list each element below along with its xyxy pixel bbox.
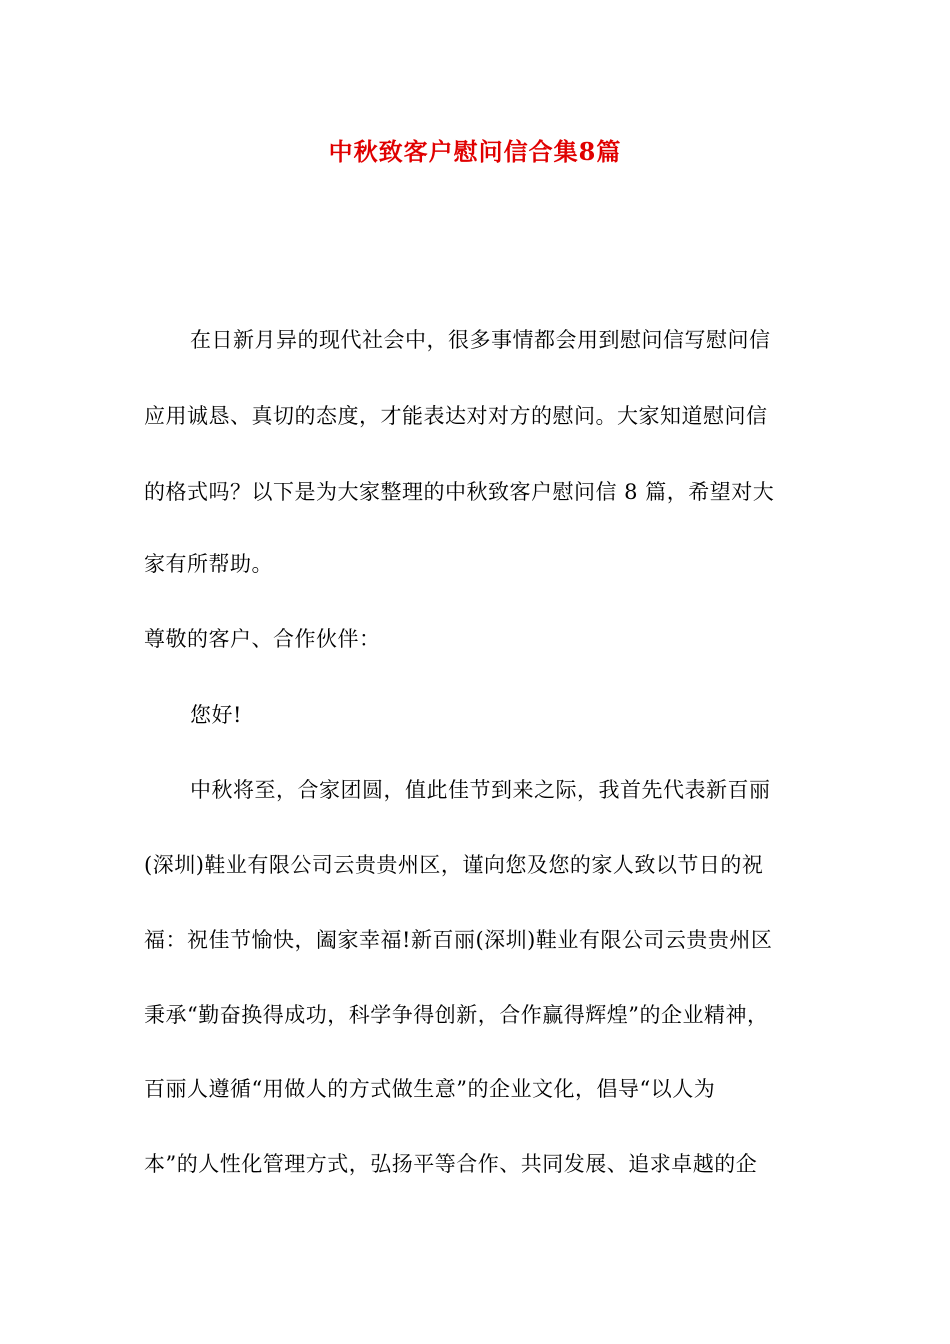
body-line-1: 中秋将至，合家团圆，值此佳节到来之际，我首先代表新百丽 [190,778,771,802]
document-title: 中秋致客户慰问信合集8篇 [328,137,622,166]
body-line-6: 本”的人性化管理方式，弘扬平等合作、共同发展、追求卓越的企 [144,1152,758,1176]
body-line-3: 福：祝佳节愉快，阖家幸福!新百丽(深圳)鞋业有限公司云贵贵州区 [144,928,773,952]
intro-line-3: 的格式吗？以下是为大家整理的中秋致客户慰问信 8 篇，希望对大 [144,480,775,504]
greeting: 您好! [190,703,242,727]
body-line-5: 百丽人遵循“用做人的方式做生意”的企业文化，倡导“以人为 [144,1077,716,1101]
intro-line-1: 在日新月异的现代社会中，很多事情都会用到慰问信写慰问信 [190,328,771,352]
intro-line-4: 家有所帮助。 [144,552,273,576]
salutation: 尊敬的客户、合作伙伴： [144,627,381,651]
body-line-2: (深圳)鞋业有限公司云贵贵州区，谨向您及您的家人致以节日的祝 [144,853,764,877]
body-line-4: 秉承“勤奋换得成功，科学争得创新，合作赢得辉煌”的企业精神， [144,1003,769,1027]
intro-line-2: 应用诚恳、真切的态度，才能表达对对方的慰问。大家知道慰问信 [144,404,768,428]
